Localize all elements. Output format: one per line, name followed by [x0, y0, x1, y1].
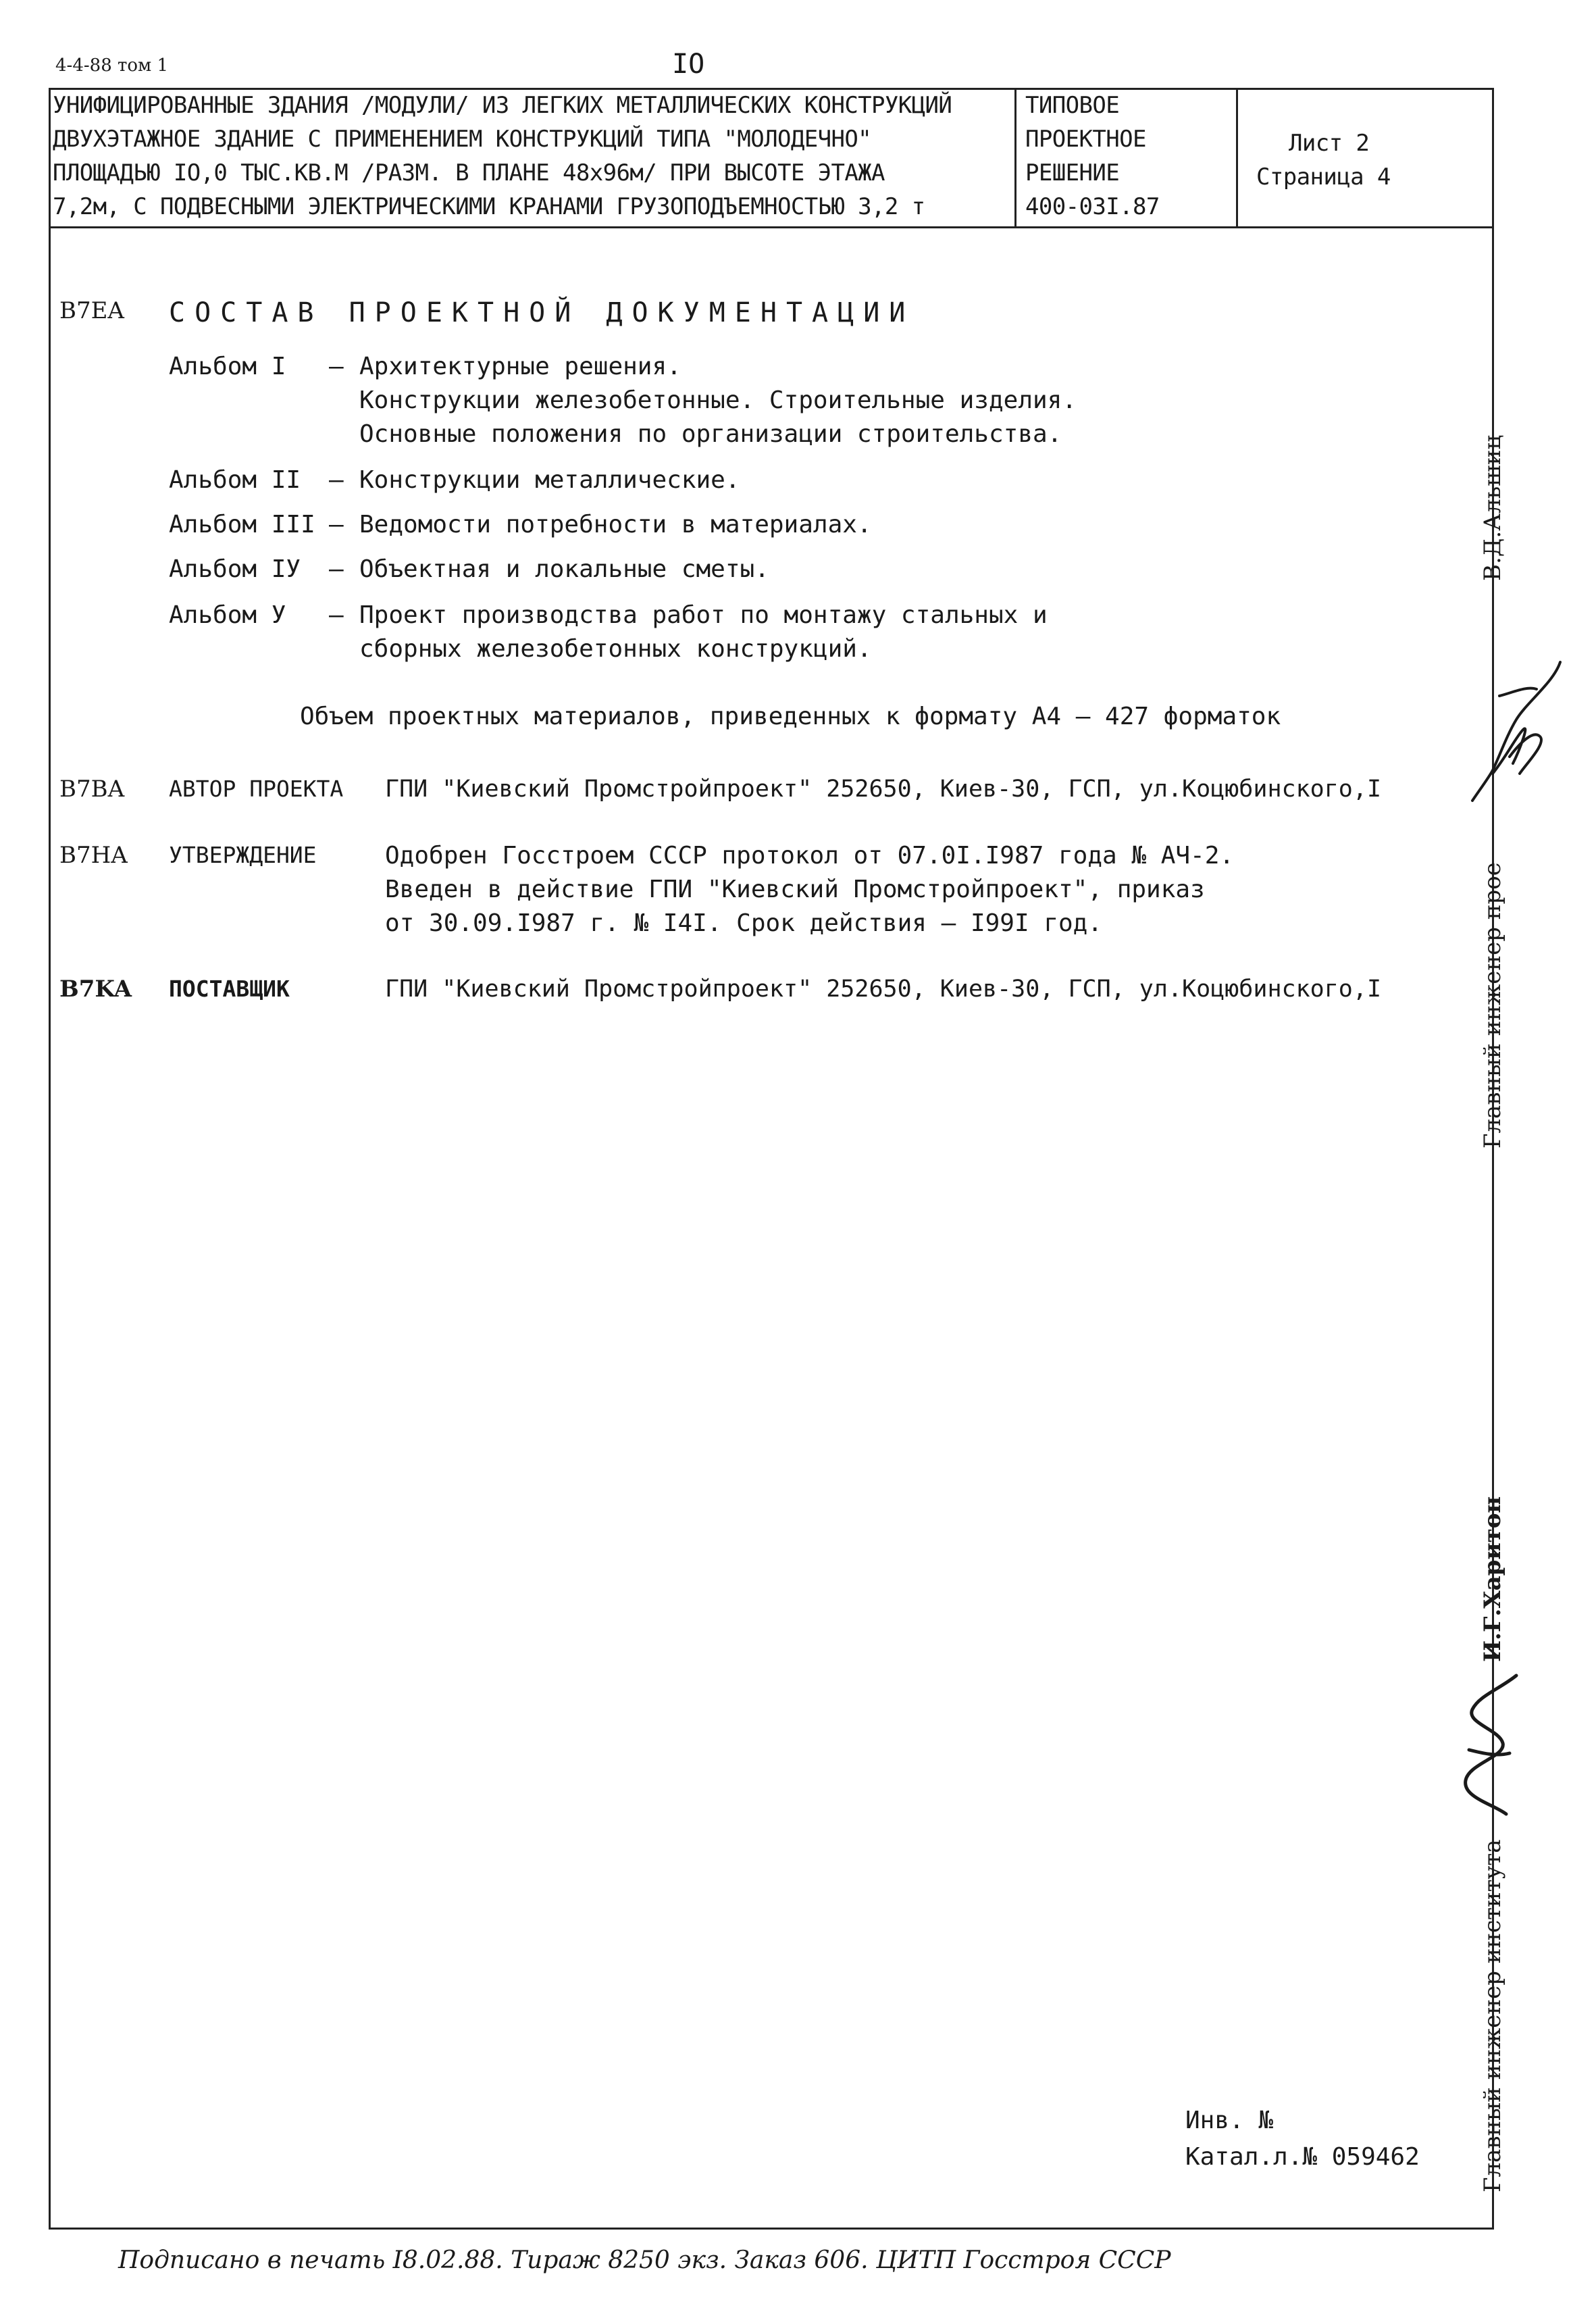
- supplier-code: B7KA: [59, 976, 132, 1003]
- album-5-dash: –: [329, 601, 344, 629]
- album-2-line-1: Конструкции металлические.: [359, 466, 740, 494]
- volume-line: Объем проектных материалов, приведенных к формату А4 – 427 форматок: [300, 703, 1281, 730]
- title-block: [49, 88, 1494, 228]
- title-divider-1: [1014, 88, 1016, 226]
- album-1-line-2: Конструкции железобетонные. Строительные изделия.: [359, 386, 1077, 414]
- project-number: 400-03I.87: [1025, 193, 1160, 220]
- title-divider-2: [1236, 88, 1238, 226]
- title-line-4: 7,2м, С ПОДВЕСНЫМИ ЭЛЕКТРИЧЕСКИМИ КРАНАМИ ГРУЗОПОДЪЕМНОСТЬЮ 3,2 т: [53, 193, 925, 220]
- signature-chief-institute-engineer: [1452, 1669, 1526, 1824]
- catalog-number: Катал.л.№ 059462: [1185, 2143, 1420, 2171]
- composition-heading: СОСТАВ ПРОЕКТНОЙ ДОКУМЕНТАЦИИ: [169, 297, 915, 328]
- album-5-label: Альбом У: [169, 601, 286, 629]
- album-1-line-3: Основные положения по организации строительства.: [359, 420, 1062, 448]
- title-line-1: УНИФИЦИРОВАННЫЕ ЗДАНИЯ /МОДУЛИ/ ИЗ ЛЕГКИХ МЕТАЛЛИЧЕСКИХ КОНСТРУКЦИЙ: [53, 92, 952, 119]
- album-3-label: Альбом III: [169, 511, 315, 538]
- chief-project-engineer-name: В.Д.Альшиц: [1479, 434, 1506, 581]
- composition-code: B7EA: [59, 297, 124, 324]
- page-number: IO: [672, 49, 705, 80]
- page-label: Страница 4: [1256, 164, 1391, 191]
- album-5-line-2: сборных железобетонных конструкций.: [359, 635, 872, 663]
- type-line-1: ТИПОВОЕ: [1025, 92, 1120, 119]
- approval-line-2: Введен в действие ГПИ "Киевский Промстройпроект", приказ: [385, 876, 1205, 903]
- album-2-dash: –: [329, 466, 344, 494]
- print-info: Подписано в печать I8.02.88. Тираж 8250 экз. Заказ 606. ЦИТП Госстроя СССР: [118, 2246, 1171, 2274]
- sheet-label: Лист 2: [1289, 130, 1370, 157]
- album-1-line-1: Архитектурные решения.: [359, 353, 681, 380]
- album-2-label: Альбом II: [169, 466, 301, 494]
- chief-institute-engineer-name: И.Г.Харитон: [1479, 1496, 1506, 1662]
- inventory-label: Инв. №: [1185, 2107, 1274, 2134]
- album-3-dash: –: [329, 511, 344, 538]
- album-4-dash: –: [329, 555, 344, 583]
- album-5-line-1: Проект производства работ по монтажу стальных и: [359, 601, 1048, 629]
- album-3-line-1: Ведомости потребности в материалах.: [359, 511, 872, 538]
- title-line-3: ПЛОЩАДЬЮ IO,0 ТЫС.КВ.М /РАЗМ. В ПЛАНЕ 48x96м/ ПРИ ВЫСОТЕ ЭТАЖА: [53, 159, 885, 186]
- title-line-2: ДВУХЭТАЖНОЕ ЗДАНИЕ С ПРИМЕНЕНИЕМ КОНСТРУКЦИЙ ТИПА "МОЛОДЕЧНО": [53, 126, 872, 153]
- album-1-label: Альбом I: [169, 353, 286, 380]
- sheet-code: 4-4-88 том 1: [55, 55, 169, 76]
- type-line-3: РЕШЕНИЕ: [1025, 159, 1120, 186]
- author-label: АВТОР ПРОЕКТА: [169, 776, 344, 802]
- approval-line-1: Одобрен Госстроем СССР протокол от 07.0I.I987 года № АЧ-2.: [385, 842, 1235, 870]
- album-1-dash: –: [329, 353, 344, 380]
- approval-label: УТВЕРЖДЕНИЕ: [169, 842, 317, 868]
- album-4-line-1: Объектная и локальные сметы.: [359, 555, 769, 583]
- album-4-label: Альбом IУ: [169, 555, 301, 583]
- supplier-text: ГПИ "Киевский Промстройпроект" 252650, Киев-30, ГСП, ул.Коцюбинского,I: [385, 976, 1382, 1003]
- signature-chief-project-engineer: [1452, 655, 1580, 811]
- author-code: B7BA: [59, 776, 125, 803]
- approval-line-3: от 30.09.I987 г. № I4I. Срок действия – I99I год.: [385, 909, 1103, 937]
- approval-code: B7HA: [59, 842, 128, 869]
- supplier-label: ПОСТАВЩИК: [169, 976, 290, 1002]
- author-text: ГПИ "Киевский Промстройпроект" 252650, Киев-30, ГСП, ул.Коцюбинского,I: [385, 776, 1382, 803]
- chief-institute-engineer-title: Главный инженер института: [1479, 1839, 1506, 2192]
- chief-project-engineer-title: Главный инженер прое: [1479, 862, 1506, 1149]
- type-line-2: ПРОЕКТНОЕ: [1025, 126, 1146, 153]
